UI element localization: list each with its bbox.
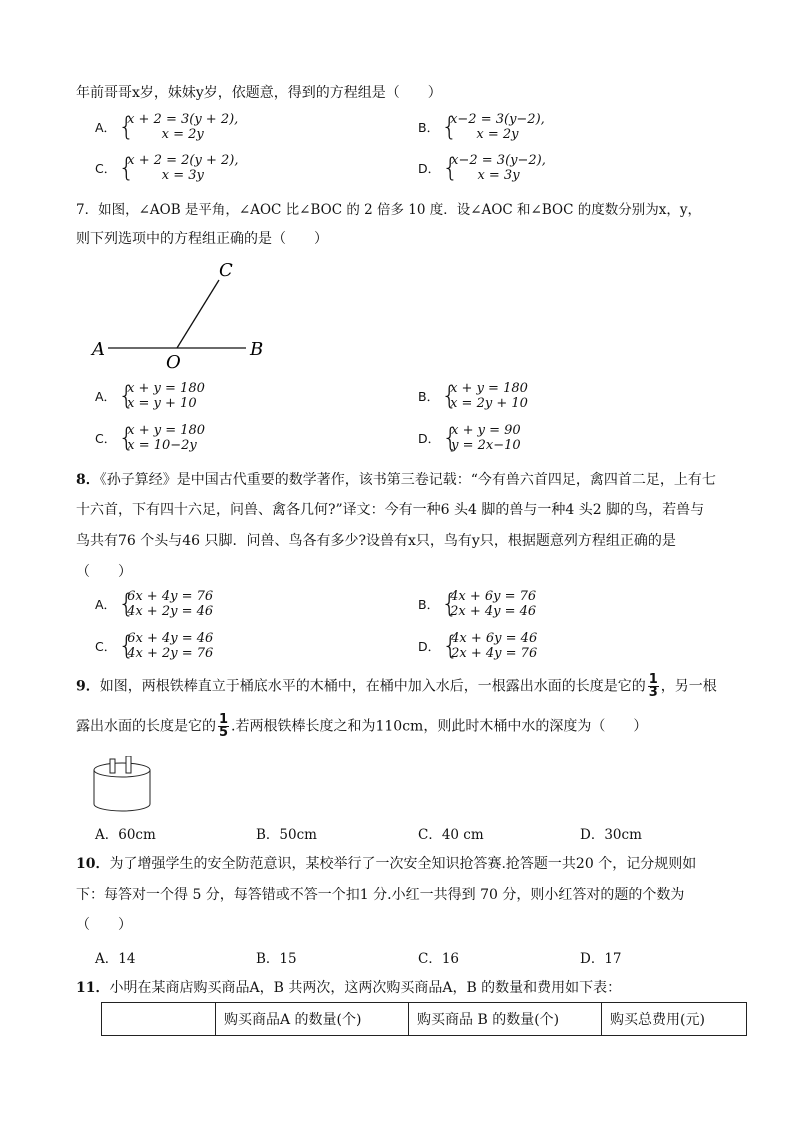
option-label: D． [418, 431, 441, 446]
option-label: B． [418, 597, 440, 612]
option-label: A． [95, 597, 117, 612]
table-header-cell: 购买商品A 的数量(个) [216, 1003, 409, 1036]
q10-option-a[interactable]: A．14 [95, 951, 136, 967]
q8-option-c[interactable]: C． { 6x + 4y = 46 4x + 2y = 76 [95, 631, 214, 661]
point-o-label: O [166, 352, 181, 370]
q7-option-c[interactable]: C． { x + y = 180 x = 10−2y [95, 423, 206, 453]
option-label: A． [95, 120, 117, 135]
q9-line-2 [76, 714, 647, 739]
q8-line-2: 十六首，下有四十六足，问兽、禽各几何?”译文：今有一种6 头4 脚的兽与一种4 头2 脚的鸟，若兽与 [76, 502, 705, 518]
equation-2: 2x + 4y = 46 [450, 604, 537, 619]
angle-figure [88, 258, 278, 370]
ray-oc [177, 280, 219, 348]
q9-option-d[interactable]: D．30cm [580, 827, 642, 843]
equation-1: x + 2 = 2(y + 2), [127, 153, 239, 168]
q10-line-1 [76, 853, 696, 873]
q8-option-d[interactable]: D． { 4x + 6y = 46 2x + 4y = 76 [418, 631, 538, 661]
fraction-denominator: 3 [648, 685, 658, 700]
equation-1: x + y = 90 [451, 423, 521, 438]
table-header-row [102, 1003, 747, 1036]
equation-2: 4x + 2y = 46 [127, 604, 214, 619]
equation-1: x + 2 = 3(y + 2), [127, 112, 239, 127]
table-header-cell: 购买商品 B 的数量(个) [409, 1003, 602, 1036]
equation-1: x + y = 180 [127, 381, 205, 396]
point-b-label: B [250, 339, 264, 360]
q7-option-b[interactable]: B． { x + y = 180 x = 2y + 10 [418, 381, 528, 411]
purchase-table [101, 1002, 747, 1036]
q9-line-1 [76, 674, 717, 699]
equation-1: 4x + 6y = 76 [450, 589, 537, 604]
option-label: C． [95, 639, 117, 654]
fraction-one-third [648, 674, 659, 699]
q6-stem: 年前哥哥x岁，妹妹y岁，依题意，得到的方程组是（ ） [76, 85, 442, 101]
equation-1: x−2 = 3(y−2), [450, 112, 545, 127]
q8-text-1: 《孙子算经》是中国古代重要的数学著作，该书第三卷记载：“今有兽六首四足，禽四首二足，上有七 [99, 472, 716, 488]
equation-2: x = 3y [477, 168, 520, 183]
bucket-figure [90, 756, 156, 814]
q9-text-2b: .若两根铁棒长度之和为110cm，则此时木桶中水的深度为（ ） [231, 718, 648, 735]
q10-option-b[interactable]: B．15 [256, 951, 297, 967]
q6-option-a[interactable]: A． { x + 2 = 3(y + 2), x = 2y [95, 112, 239, 142]
fraction-numerator: 1 [219, 712, 229, 727]
q9-option-a[interactable]: A．60cm [95, 827, 156, 843]
q6-option-b[interactable]: B． { x−2 = 3(y−2), x = 2y [418, 112, 545, 142]
equation-2: y = 2x−10 [451, 438, 521, 453]
q8-option-a[interactable]: A． { 6x + 4y = 76 4x + 2y = 46 [95, 589, 214, 619]
q8-line-3: 鸟共有76 个头与46 只脚．问兽、鸟各有多少?设兽有x只，鸟有y只，根据题意列方程组正确的是 [76, 533, 676, 549]
q9-option-c[interactable]: C．40 cm [418, 827, 484, 843]
question-number: 10． [76, 856, 110, 872]
q10-text-1: 为了增强学生的安全防范意识，某校举行了一次安全知识抢答赛.抢答题一共20 个，记分规则如 [109, 856, 697, 872]
equation-2: 2x + 4y = 76 [451, 646, 538, 661]
equation-2: x = 2y + 10 [450, 396, 528, 411]
question-number: 9． [76, 678, 100, 695]
iron-rod-1 [110, 759, 115, 773]
option-label: B． [418, 120, 440, 135]
equation-2: x = 2y [161, 127, 204, 142]
option-label: B． [418, 389, 440, 404]
option-label: C． [95, 161, 117, 176]
equation-1: 4x + 6y = 46 [451, 631, 538, 646]
q10-option-c[interactable]: C．16 [418, 951, 460, 967]
equation-2: x = 10−2y [127, 438, 197, 453]
q11-stem: 小明在某商店购买商品A，B 共两次，这两次购买商品A，B 的数量和费用如下表： [109, 980, 622, 996]
equation-1: x + y = 180 [127, 423, 206, 438]
question-number: 11． [76, 980, 110, 996]
table-header-cell: 购买总费用(元) [602, 1003, 747, 1036]
point-a-label: A [92, 339, 105, 360]
q8-option-b[interactable]: B． { 4x + 6y = 76 2x + 4y = 46 [418, 589, 537, 619]
q10-line-2: 下：每答对一个得 5 分，每答错或不答一个扣1 分.小红一共得到 70 分，则小红答对的题的个数为 [76, 887, 685, 903]
option-label: C． [95, 431, 117, 446]
equation-2: x = 3y [161, 168, 204, 183]
bucket-rim [94, 763, 150, 777]
q7-option-d[interactable]: D． { x + y = 90 y = 2x−10 [418, 423, 521, 453]
equation-1: 6x + 4y = 76 [127, 589, 214, 604]
q10-option-d[interactable]: D．17 [580, 951, 622, 967]
q6-option-d[interactable]: D． { x−2 = 3(y−2), x = 3y [418, 153, 546, 183]
q7-option-a[interactable]: A． { x + y = 180 x = y + 10 [95, 381, 205, 411]
option-label: D． [418, 639, 441, 654]
q9-option-b[interactable]: B．50cm [256, 827, 317, 843]
table-header-cell [102, 1003, 216, 1036]
option-label: D． [418, 161, 441, 176]
option-label: A． [95, 389, 117, 404]
equation-1: 6x + 4y = 46 [127, 631, 214, 646]
question-number: 8． [76, 472, 100, 488]
equation-2: x = 2y [476, 127, 519, 142]
q7-line-1: 7．如图，∠AOB 是平角，∠AOC 比∠BOC 的 2 倍多 10 度．设∠AOC 和∠BOC 的度数分别为x，y， [76, 202, 701, 218]
equation-2: x = y + 10 [127, 396, 197, 411]
fraction-numerator: 1 [648, 672, 658, 687]
q9-text-1a: 如图，两根铁棒直立于桶底水平的木桶中，在桶中加入水后，一根露出水面的长度是它的 [99, 678, 646, 695]
q8-line-4: （ ） [76, 564, 132, 580]
q10-line-3: （ ） [76, 917, 132, 933]
fraction-denominator: 5 [219, 725, 229, 740]
fraction-one-fifth [218, 714, 229, 739]
point-c-label: C [219, 260, 233, 281]
q11-line-1 [76, 977, 621, 997]
equation-2: 4x + 2y = 76 [127, 646, 214, 661]
equation-1: x + y = 180 [450, 381, 528, 396]
equation-1: x−2 = 3(y−2), [451, 153, 546, 168]
q6-option-c[interactable]: C． { x + 2 = 2(y + 2), x = 3y [95, 153, 239, 183]
q7-line-2: 则下列选项中的方程组正确的是（ ） [76, 231, 328, 247]
iron-rod-2 [126, 756, 131, 773]
q8-line-1 [76, 469, 716, 489]
q9-text-1b: ，另一根 [660, 678, 717, 695]
q9-text-2a: 露出水面的长度是它的 [76, 718, 216, 735]
